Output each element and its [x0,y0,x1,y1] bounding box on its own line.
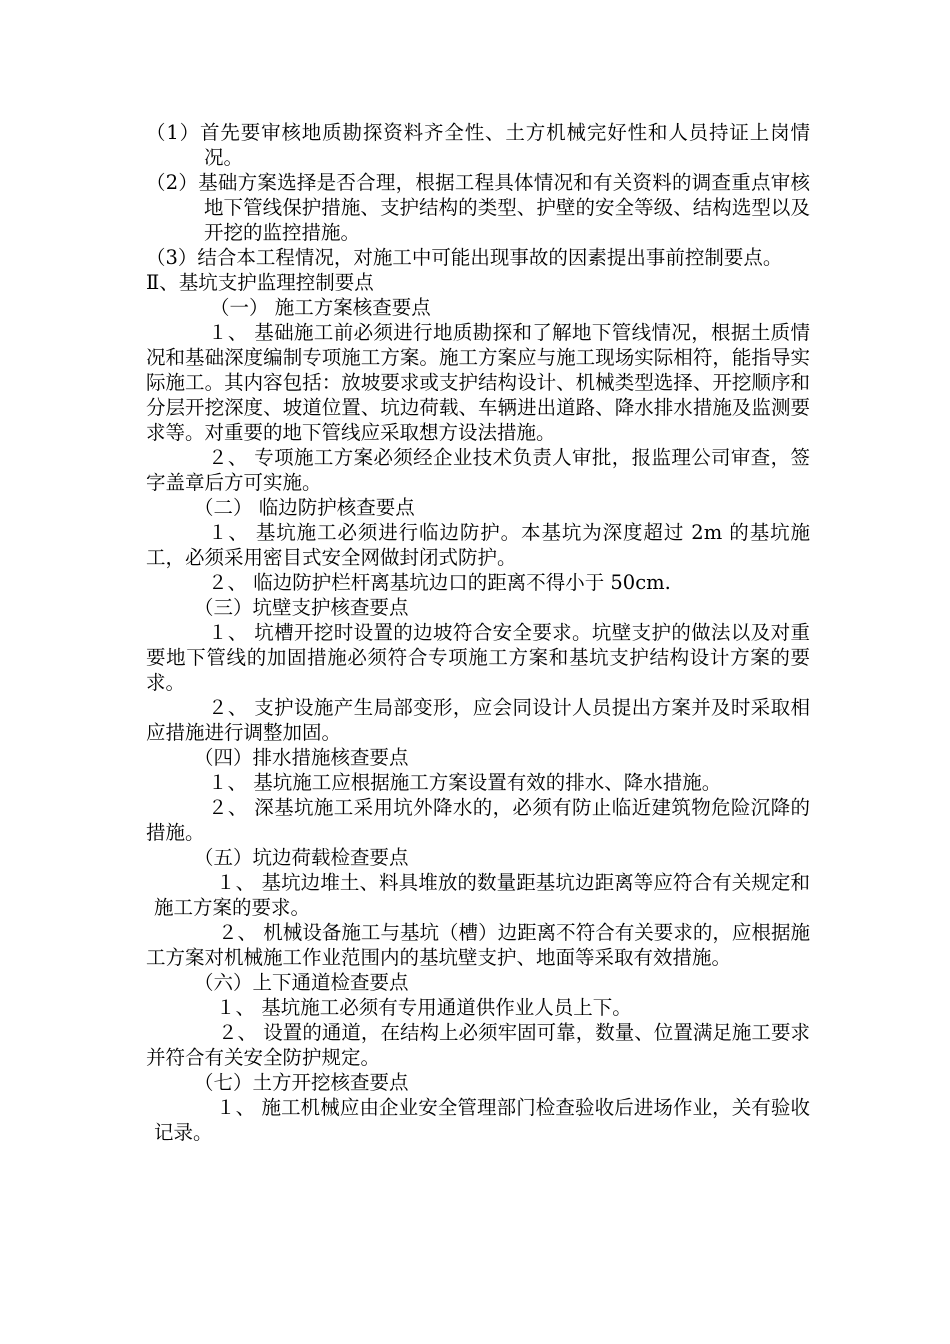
subsection-heading-5: （五）坑边荷载检查要点 [194,846,409,869]
paragraph-5-1: １、 基坑边堆土、料具堆放的数量距基坑边距离等应符合有关规定和施工方案的要求。 [154,871,810,919]
paragraph-4-1: １、 基坑施工应根据施工方案设置有效的排水、降水措施。 [208,771,722,794]
paragraph-review-item-1: （1）首先要审核地质勘探资料齐全性、土方机械完好性和人员持证上岗情况。 [146,121,810,169]
subsection-heading-1: （一） 施工方案核查要点 [210,296,431,319]
subsection-heading-3: （三）坑壁支护核查要点 [194,596,409,619]
paragraph-review-item-2: （2）基础方案选择是否合理，根据工程具体情况和有关资料的调查重点审核地下管线保护措施、支护结构的类型、护壁的安全等级、结构选型以及开挖的监控措施。 [146,171,810,244]
paragraph-review-item-3: （3）结合本工程情况，对施工中可能出现事故的因素提出事前控制要点。 [146,246,783,269]
paragraph-3-1: １、 坑槽开挖时设置的边坡符合安全要求。坑壁支护的做法以及对重要地下管线的加固措施必须符合专项施工方案和基坑支护结构设计方案的要求。 [146,621,810,694]
paragraph-2-2: ２、 临边防护栏杆离基坑边口的距离不得小于 50cm. [208,571,671,594]
subsection-heading-2: （二） 临边防护核查要点 [194,496,415,519]
paragraph-5-2: ２、 机械设备施工与基坑（槽）边距离不符合有关要求的，应根据施工方案对机械施工作业范围内的基坑壁支护、地面等采取有效措施。 [146,921,810,969]
paragraph-1-1: １、 基础施工前必须进行地质勘探和了解地下管线情况，根据土质情况和基础深度编制专项施工方案。施工方案应与施工现场实际相符，能指导实际施工。其内容包括：放坡要求或支护结构设计、机械类型选择、开挖顺序和分层开挖深度、坡道位置、坑边荷载、车辆进出道路、降水排水措施及监测要求等。对重要的地下管线应采取想方设法措施。 [146,321,810,444]
paragraph-2-1: １、 基坑施工必须进行临边防护。本基坑为深度超过 2m 的基坑施工，必须采用密目式安全网做封闭式防护。 [146,521,810,569]
section-heading-ii: Ⅱ、基坑支护监理控制要点 [146,271,374,294]
subsection-heading-4: （四）排水措施核查要点 [194,746,409,769]
paragraph-1-2: ２、 专项施工方案必须经企业技术负责人审批，报监理公司审查，签字盖章后方可实施。 [146,446,810,494]
document-body [146,120,810,1145]
paragraph-7-1: １、 施工机械应由企业安全管理部门检查验收后进场作业，关有验收记录。 [154,1096,810,1144]
subsection-heading-7: （七）土方开挖核查要点 [194,1071,409,1094]
paragraph-6-1: １、 基坑施工必须有专用通道供作业人员上下。 [216,996,632,1019]
subsection-heading-6: （六）上下通道检查要点 [194,971,409,994]
paragraph-4-2: ２、 深基坑施工采用坑外降水的，必须有防止临近建筑物危险沉降的措施。 [146,796,810,844]
paragraph-3-2: ２、 支护设施产生局部变形，应会同设计人员提出方案并及时采取相应措施进行调整加固。 [146,696,810,744]
paragraph-6-2: ２、 设置的通道，在结构上必须牢固可靠，数量、位置满足施工要求并符合有关安全防护规定。 [146,1021,810,1069]
